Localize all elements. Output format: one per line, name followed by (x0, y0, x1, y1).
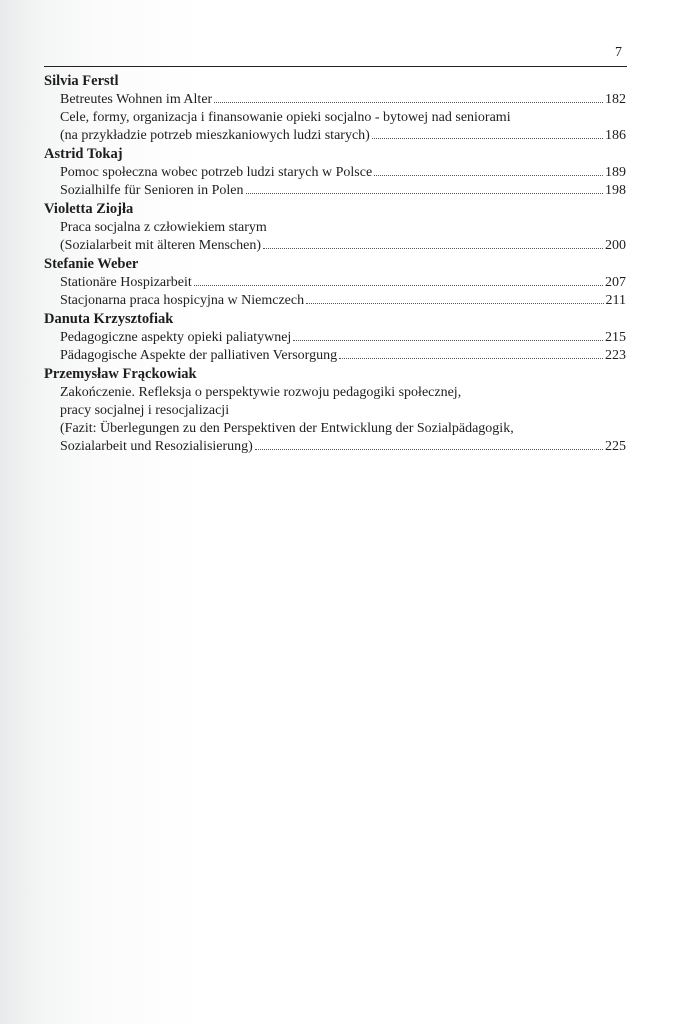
entry-page-number: 198 (605, 183, 626, 198)
author-name: Violetta Ziojła (44, 201, 134, 217)
dot-leader (293, 340, 603, 341)
dot-leader (306, 303, 603, 304)
toc-entry[interactable] (60, 91, 626, 109)
toc-entry[interactable] (60, 329, 626, 347)
dot-leader (255, 449, 603, 450)
toc-section (44, 72, 626, 145)
toc-entry[interactable] (60, 384, 626, 456)
author-name: Stefanie Weber (44, 256, 139, 272)
toc-entry[interactable] (60, 164, 626, 182)
author-name: Astrid Tokaj (44, 146, 123, 162)
entry-title: Pomoc społeczna wobec potrzeb ludzi starych w Polsce (60, 165, 373, 180)
dot-leader (246, 193, 603, 194)
author-name: Silvia Ferstl (44, 73, 119, 89)
dot-leader (194, 285, 603, 286)
toc-entry[interactable] (60, 182, 626, 200)
author-name: Danuta Krzysztofiak (44, 311, 174, 327)
entry-title-line: Praca socjalna z człowiekiem starym (60, 220, 267, 235)
toc-section (44, 365, 626, 456)
toc-entry[interactable] (60, 219, 626, 255)
entry-title: Stationäre Hospizarbeit (60, 275, 192, 290)
entry-title-row (60, 347, 626, 365)
entry-title-row (60, 438, 626, 456)
entry-page-number: 223 (605, 348, 626, 363)
entry-page-number: 200 (605, 238, 626, 253)
entry-title-row (60, 329, 626, 347)
toc-entry[interactable] (60, 347, 626, 365)
entry-page-number: 186 (605, 128, 626, 143)
entry-title: Sozialarbeit und Resozialisierung) (60, 439, 253, 454)
table-of-contents (44, 72, 626, 456)
entry-title-line: (Fazit: Überlegungen zu den Perspektiven der Entwicklung der Sozialpädagogik, (60, 421, 514, 436)
toc-section (44, 145, 626, 200)
toc-entry[interactable] (60, 109, 626, 145)
toc-section (44, 200, 626, 255)
header-rule (44, 66, 627, 67)
entry-title: Sozialhilfe für Senioren in Polen (60, 183, 244, 198)
toc-entry[interactable] (60, 274, 626, 292)
entry-page-number: 211 (605, 293, 626, 308)
entry-page-number: 215 (605, 330, 626, 345)
entry-title-row (60, 274, 626, 292)
entry-title: Pädagogische Aspekte der palliativen Versorgung (60, 348, 338, 363)
dot-leader (214, 102, 603, 103)
entry-title-row (60, 292, 626, 310)
entry-page-number: 182 (605, 92, 626, 107)
dot-leader (263, 248, 603, 249)
toc-entry[interactable] (60, 292, 626, 310)
entry-title: Betreutes Wohnen im Alter (60, 92, 213, 107)
entry-title: Pedagogiczne aspekty opieki paliatywnej (60, 330, 292, 345)
entry-page-number: 225 (605, 439, 626, 454)
entry-page-number: 207 (605, 275, 626, 290)
entry-title-line: pracy socjalnej i resocjalizacji (60, 403, 230, 418)
dot-leader (374, 175, 603, 176)
entry-title-row (60, 182, 626, 200)
entry-title-row (60, 127, 626, 145)
toc-section (44, 310, 626, 365)
entry-title-row (60, 91, 626, 109)
entry-title: (Sozialarbeit mit älteren Menschen) (60, 238, 261, 253)
entry-title-line: Cele, formy, organizacja i finansowanie opieki socjalno - bytowej nad seniorami (60, 110, 511, 125)
dot-leader (372, 138, 603, 139)
entry-page-number: 189 (605, 165, 626, 180)
entry-title-line: Zakończenie. Refleksja o perspektywie rozwoju pedagogiki społecznej, (60, 385, 462, 400)
entry-title-row (60, 164, 626, 182)
author-name: Przemysław Frąckowiak (44, 366, 197, 382)
dot-leader (339, 358, 603, 359)
entry-title: Stacjonarna praca hospicyjna w Niemczech (60, 293, 305, 308)
entry-title-row (60, 237, 626, 255)
page-number: 7 (615, 45, 622, 60)
entry-title: (na przykładzie potrzeb mieszkaniowych ludzi starych) (60, 128, 370, 143)
toc-section (44, 255, 626, 310)
